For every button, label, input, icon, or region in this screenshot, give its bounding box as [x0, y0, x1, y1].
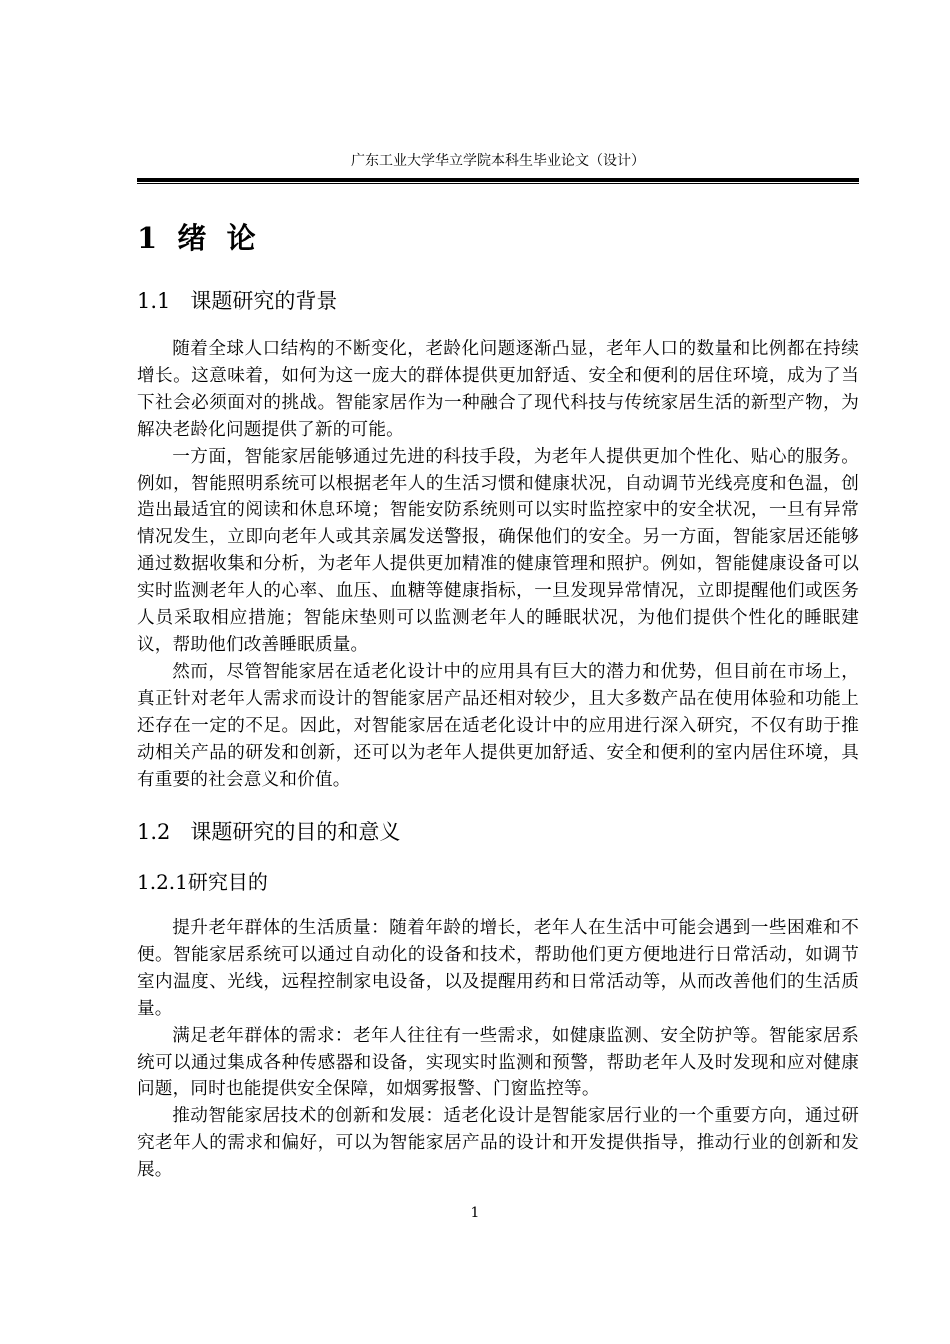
- header-double-rule: [137, 178, 859, 184]
- subsection-1-2-1-body: [137, 915, 859, 1184]
- paragraph: 提升老年群体的生活质量：随着年龄的增长，老年人在生活中可能会遇到一些困难和不便。智能家居系统可以通过自动化的设备和技术，帮助他们更方便地进行日常活动，如调节室内温度、光线，远程控制家电设备，以及提醒用药和日常活动等，从而改善他们的生活质量。: [137, 918, 859, 1019]
- paragraph: 然而，尽管智能家居在适老化设计中的应用具有巨大的潜力和优势，但目前在市场上，真正针对老年人需求而设计的智能家居产品还相对较少，且大多数产品在使用体验和功能上还存在一定的不足。因此，对智能家居在适老化设计中的应用进行深入研究，不仅有助于推动相关产品的研发和创新，还可以为老年人提供更加舒适、安全和便利的室内居住环境，具有重要的社会意义和价值。: [137, 661, 859, 790]
- chapter-title: 1 绪 论: [137, 221, 256, 255]
- subsection-heading-1-2-1: 1.2.1研究目的: [137, 870, 268, 894]
- section-heading-1-2: 1.2 课题研究的目的和意义: [137, 820, 401, 844]
- section-1-1-body: [137, 336, 859, 793]
- running-header: 广东工业大学华立学院本科生毕业论文（设计）: [351, 153, 645, 169]
- paragraph: 满足老年群体的需求：老年人往往有一些需求，如健康监测、安全防护等。智能家居系统可以通过集成各种传感器和设备，实现实时监测和预警，帮助老年人及时发现和应对健康问题，同时也能提供安全保障，如烟雾报警、门窗监控等。: [137, 1025, 859, 1100]
- page-number: 1: [470, 1205, 480, 1221]
- section-heading-1-1: 1.1 课题研究的背景: [137, 289, 338, 313]
- paragraph: 推动智能家居技术的创新和发展：适老化设计是智能家居行业的一个重要方向，通过研究老年人的需求和偏好，可以为智能家居产品的设计和开发提供指导，推动行业的创新和发展。: [137, 1106, 859, 1181]
- paragraph: 随着全球人口结构的不断变化，老龄化问题逐渐凸显，老年人口的数量和比例都在持续增长。这意味着，如何为这一庞大的群体提供更加舒适、安全和便利的居住环境，成为了当下社会必须面对的挑战。智能家居作为一种融合了现代科技与传统家居生活的新型产物，为解决老龄化问题提供了新的可能。: [137, 339, 859, 440]
- paragraph: 一方面，智能家居能够通过先进的科技手段，为老年人提供更加个性化、贴心的服务。例如，智能照明系统可以根据老年人的生活习惯和健康状况，自动调节光线亮度和色温，创造出最适宜的阅读和休息环境；智能安防系统则可以实时监控家中的安全状况，一旦有异常情况发生，立即向老年人或其亲属发送警报，确保他们的安全。另一方面，智能家居还能够通过数据收集和分析，为老年人提供更加精准的健康管理和照护。例如，智能健康设备可以实时监测老年人的心率、血压、血糖等健康指标，一旦发现异常情况，立即提醒他们或医务人员采取相应措施；智能床垫则可以监测老年人的睡眠状况，为他们提供个性化的睡眠建议，帮助他们改善睡眠质量。: [137, 446, 859, 655]
